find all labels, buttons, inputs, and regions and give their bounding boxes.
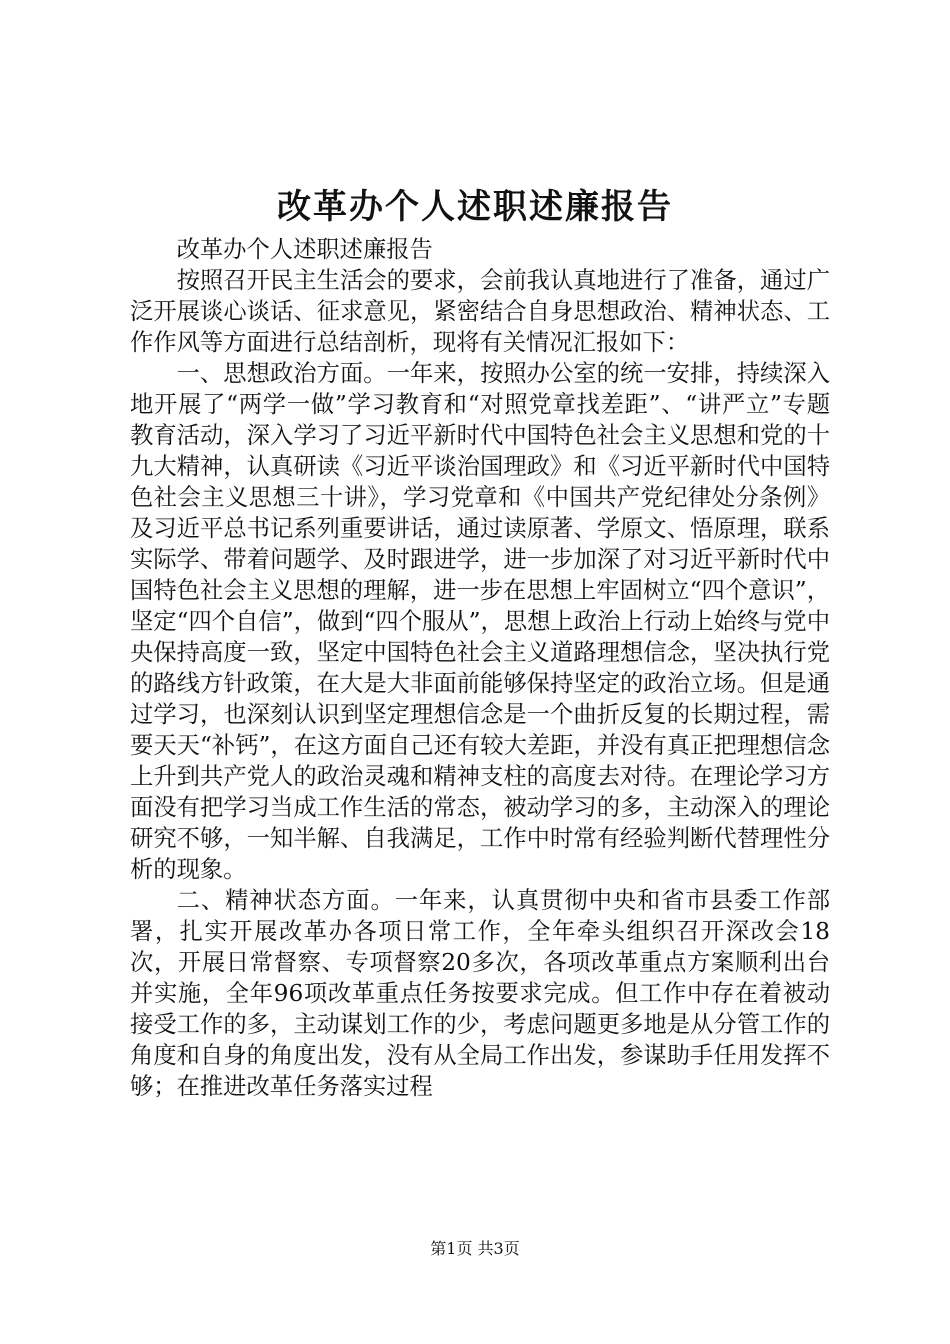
paragraph-ideology: 一、思想政治方面。一年来，按照办公室的统一安排，持续深入地开展了“两学一做”学习教育和“对照党章找差距”、“讲严立”专题教育活动，深入学习了习近平新时代中国特色社会主义思想和党的十九大精神，认真研读《习近平谈治国理政》和《习近平新时代中国特色社会主义思想三十讲》，学习党章和《中国共产党纪律处分条例》及习近平总书记系列重要讲话，通过读原著、学原文、悟原理，联系实际学、带着问题学、及时跟进学，进一步加深了对习近平新时代中国特色社会主义思想的理解，进一步在思想上牢固树立“四个意识”，坚定“四个自信”，做到“四个服从”，思想上政治上行动上始终与党中央保持高度一致，坚定中国特色社会主义道路理想信念，坚决执行党的路线方针政策，在大是大非面前能够保持坚定的政治立场。但是通过学习，也深刻认识到坚定理想信念是一个曲折反复的长期过程，需要天天“补钙”，在这方面自己还有较大差距，并没有真正把理想信念上升到共产党人的政治灵魂和精神支柱的高度去对待。在理论学习方面没有把学习当成工作生活的常态，被动学习的多，主动深入的理论研究不够，一知半解、自我满足，工作中时常有经验判断代替理性分析的现象。 (130, 360, 830, 883)
paragraph-spirit: 二、精神状态方面。一年来，认真贯彻中央和省市县委工作部署，扎实开展改革办各项日常工作，全年牵头组织召开深改会18次，开展日常督察、专项督察20多次，各项改革重点方案顺利出台并实施，全年96项改革重点任务按要求完成。但工作中存在着被动接受工作的多，主动谋划工作的少，考虑问题更多地是从分管工作的角度和自身的角度出发，没有从全局工作出发，参谋助手任用发挥不够；在推进改革任务落实过程 (130, 887, 830, 1100)
page-footer: 第1页 共3页 (430, 1239, 520, 1258)
paragraph-intro: 按照召开民主生活会的要求，会前我认真地进行了准备，通过广泛开展谈心谈话、征求意见，紧密结合自身思想政治、精神状态、工作作风等方面进行总结剖析，现将有关情况汇报如下： (130, 267, 830, 356)
document-body (130, 234, 830, 1102)
document-title: 改革办个人述职述廉报告 (277, 187, 673, 227)
paragraph-subtitle: 改革办个人述职述廉报告 (176, 236, 433, 263)
